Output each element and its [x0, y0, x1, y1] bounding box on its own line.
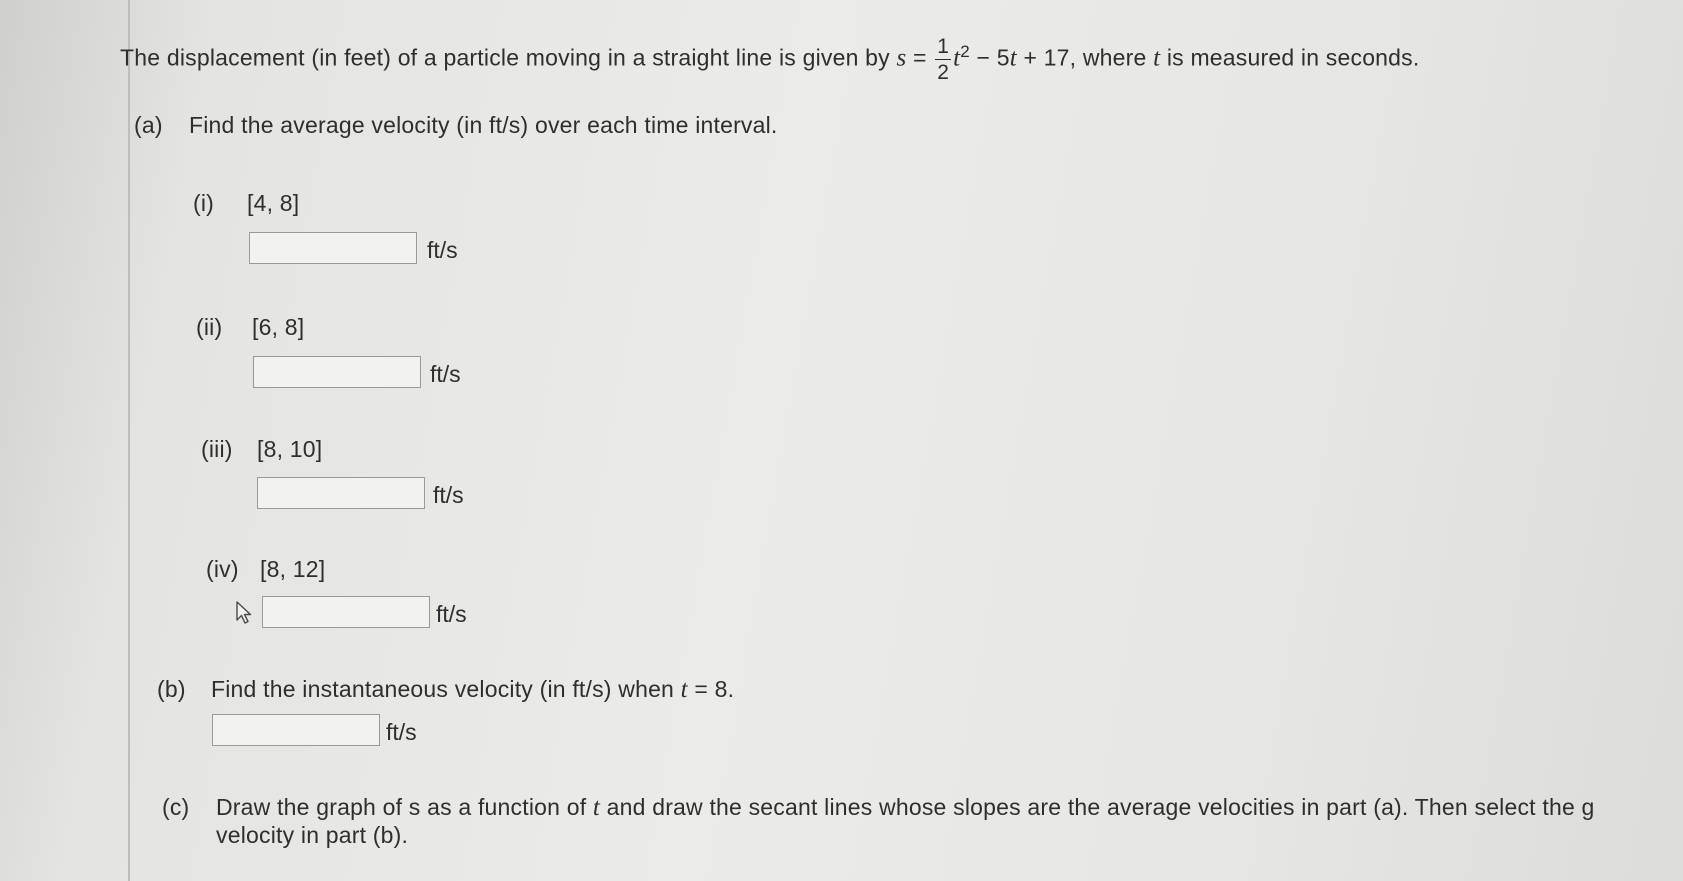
unit-label-i: ft/s: [427, 237, 458, 263]
part-b-prompt-text: Find the instantaneous velocity (in ft/s) when: [211, 676, 681, 702]
part-b-label: (b): [157, 676, 186, 702]
fraction-half: [935, 36, 951, 83]
problem-text-rest2: + 17, where: [1016, 44, 1154, 71]
problem-text-rest1: − 5: [969, 44, 1010, 71]
answer-input-iii[interactable]: [257, 477, 425, 509]
answer-input-i[interactable]: [249, 232, 417, 264]
var-t: t: [680, 676, 688, 703]
fraction-numerator: 1: [937, 35, 950, 58]
item-i-label: (i): [193, 190, 215, 216]
part-a-label: (a): [134, 112, 163, 138]
mouse-cursor-icon: [235, 601, 253, 625]
item-ii-interval: [6, 8]: [252, 314, 305, 340]
part-b-prompt: [211, 676, 734, 704]
equals-sign: =: [906, 44, 934, 71]
answer-input-iv[interactable]: [262, 596, 430, 628]
left-border: [128, 0, 130, 881]
var-t: t: [592, 794, 601, 821]
part-c-text: Draw the graph of s as a function of: [216, 794, 593, 820]
fraction-denominator: 2: [937, 61, 950, 84]
unit-label-iv: ft/s: [436, 601, 467, 627]
item-iv-interval: [8, 12]: [260, 556, 326, 582]
var-t: t: [1153, 44, 1161, 72]
part-b-prompt-end: = 8.: [687, 676, 735, 702]
unit-label-b: ft/s: [386, 719, 417, 745]
part-a-prompt: Find the average velocity (in ft/s) over each time interval.: [189, 112, 778, 138]
item-iii-interval: [8, 10]: [257, 436, 323, 462]
unit-label-ii: ft/s: [430, 361, 461, 387]
var-t: t: [1009, 44, 1017, 72]
item-i-interval: [4, 8]: [247, 190, 300, 216]
exponent: 2: [960, 41, 970, 61]
var-t: t: [953, 44, 961, 72]
answer-input-ii[interactable]: [253, 356, 421, 388]
part-c-label: (c): [162, 794, 190, 820]
part-c-prompt-line2: velocity in part (b).: [216, 822, 409, 848]
problem-statement: [120, 36, 1419, 83]
var-s: s: [896, 44, 907, 72]
item-ii-label: (ii): [196, 314, 223, 340]
item-iii-label: (iii): [201, 436, 233, 462]
unit-label-iii: ft/s: [433, 482, 464, 508]
item-iv-label: (iv): [206, 556, 239, 582]
answer-input-b[interactable]: [212, 714, 380, 746]
problem-text-rest3: is measured in seconds.: [1160, 44, 1420, 71]
part-c-text-end: and draw the secant lines whose slopes are the average velocities in part (a). Then select the g: [600, 794, 1595, 820]
part-c-prompt-line1: [216, 794, 1595, 822]
problem-text-prefix: The displacement (in feet) of a particle moving in a straight line is given by: [120, 44, 897, 71]
